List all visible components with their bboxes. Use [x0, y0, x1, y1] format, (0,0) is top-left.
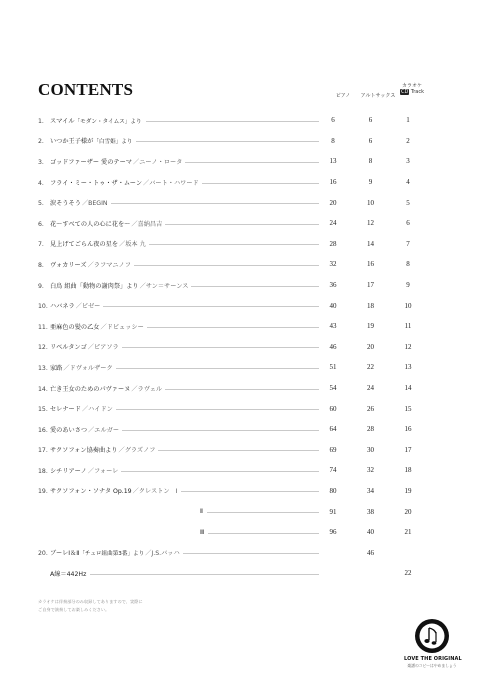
row-number: 2. [38, 138, 44, 146]
cd-track: 1 [406, 116, 410, 125]
row-title: いつか王子様が [50, 138, 94, 146]
sax-page: 32 [367, 466, 374, 475]
contents-row [38, 275, 418, 296]
piano-page: 64 [329, 425, 337, 434]
cd-track: 21 [404, 528, 412, 537]
row-composer: ／グラズノフ [118, 447, 156, 455]
row-label [38, 281, 188, 290]
piano-page: 13 [329, 157, 337, 166]
row-composer: ／坂本 九 [119, 241, 146, 249]
row-title: A線＝442Hz [50, 570, 87, 578]
cd-track: 8 [406, 260, 410, 269]
row-title: リベルタンゴ [50, 344, 87, 352]
row-number: 14. [38, 385, 48, 393]
row-number: 5. [38, 200, 44, 208]
row-label [38, 548, 180, 557]
piano-page: 51 [329, 363, 337, 372]
sax-page: 38 [367, 507, 374, 516]
dotted-leader [158, 450, 319, 451]
contents-row [38, 419, 418, 440]
dotted-leader [183, 553, 319, 554]
sax-page: 12 [367, 219, 374, 228]
row-composer: ／ハイドン [81, 406, 113, 414]
logo-text: LOVE THE ORIGINAL [404, 656, 462, 662]
row-number: 12. [38, 344, 48, 352]
row-number: 3. [38, 158, 44, 166]
cd-track: 11 [404, 322, 412, 331]
cd-track: 20 [404, 507, 412, 516]
cd-track: 9 [406, 281, 410, 290]
row-composer: ／ラフマニノフ [87, 261, 131, 269]
cd-track: 5 [406, 198, 410, 207]
piano-page: 54 [329, 384, 337, 393]
row-label [38, 425, 119, 434]
contents-list [38, 110, 418, 584]
row-values [323, 116, 418, 124]
dotted-leader [146, 121, 319, 122]
piano-page: 20 [329, 198, 337, 207]
row-composer: ／バート・ハワード [143, 179, 199, 187]
sax-page: 17 [367, 281, 374, 290]
row-title: 涙そうそう [50, 200, 81, 208]
dotted-leader [116, 368, 319, 369]
piano-page: 91 [329, 507, 337, 516]
row-title: 愛のあいさつ [50, 426, 88, 434]
row-title: 家路 [50, 364, 63, 372]
logo-subtext: 楽譜のコピーはやめましょう [407, 663, 457, 668]
row-number: 19. [38, 488, 48, 496]
row-values [323, 569, 418, 577]
row-title: Ⅱ [200, 508, 204, 516]
footnote-line: ご自身で演奏してお楽しみください。 [38, 607, 110, 612]
row-number: 1. [38, 117, 44, 125]
row-number: 9. [38, 282, 44, 290]
row-number: 8. [38, 261, 44, 269]
row-label [38, 445, 155, 454]
contents-row [38, 213, 418, 234]
piano-page: 28 [329, 239, 337, 248]
dotted-leader [122, 430, 319, 431]
row-label [38, 301, 100, 310]
contents-row [38, 110, 418, 131]
dotted-leader [111, 203, 319, 204]
sax-page: 19 [367, 322, 374, 331]
row-title: ハバネラ [50, 303, 75, 311]
row-values [323, 446, 418, 454]
row-label [38, 404, 113, 413]
row-title: 白鳥 組曲「動物の謝肉祭」より [50, 282, 139, 290]
piano-page: 43 [329, 322, 337, 331]
contents-row [38, 542, 418, 563]
sax-page: 46 [367, 548, 374, 557]
contents-row [38, 522, 418, 543]
row-values [323, 405, 418, 413]
row-number: 18. [38, 467, 48, 475]
row-values [323, 302, 418, 310]
row-values [323, 137, 418, 145]
row-title: ヴォカリーズ [50, 261, 87, 269]
row-values [323, 281, 418, 289]
cd-track [398, 549, 418, 557]
row-subtitle: 「チェロ組曲第3番」より [79, 551, 145, 558]
row-title: 見上げてごらん夜の星を [50, 241, 119, 249]
dotted-leader [90, 574, 319, 575]
piano-page: 24 [329, 219, 337, 228]
contents-row [38, 316, 418, 337]
row-number: 4. [38, 179, 44, 187]
dotted-leader [165, 224, 319, 225]
row-composer: ／ピアソラ [87, 344, 119, 352]
row-number: 16. [38, 426, 48, 434]
row-label [38, 260, 131, 269]
sax-page: 6 [368, 116, 373, 125]
column-header-piano: ピアノ [335, 93, 351, 99]
row-title: 亜麻色の髪の乙女 [50, 323, 100, 331]
row-composer: ／フォーレ [87, 467, 119, 475]
row-label [38, 322, 144, 331]
dotted-leader [165, 389, 319, 390]
row-values [323, 322, 418, 330]
piano-page: 46 [329, 342, 337, 351]
sax-page: 26 [367, 404, 374, 413]
row-label [38, 239, 146, 248]
contents-row [38, 378, 418, 399]
row-values [323, 260, 418, 268]
contents-row [38, 254, 418, 275]
row-values [323, 487, 418, 495]
row-composer: ／BEGIN [81, 200, 108, 208]
sax-page: 22 [367, 363, 374, 372]
music-note-logo-icon [414, 618, 450, 654]
cd-track: 15 [404, 404, 412, 413]
row-label [38, 136, 133, 145]
cd-track: 18 [404, 466, 412, 475]
piano-page: 32 [329, 260, 337, 269]
sax-page: 14 [367, 239, 374, 248]
piano-page [323, 549, 343, 557]
sax-page: 30 [367, 445, 374, 454]
row-composer: ／ドビュッシー [100, 323, 144, 331]
cd-track: 10 [404, 301, 412, 310]
row-values [323, 157, 418, 165]
row-composer: ／ラヴェル [131, 385, 163, 393]
sax-page: 24 [367, 384, 374, 393]
row-values [323, 384, 418, 392]
row-label [38, 384, 162, 393]
piano-page: 40 [329, 301, 337, 310]
row-values [323, 508, 418, 516]
cd-track: 12 [404, 342, 412, 351]
dotted-leader [136, 141, 319, 142]
dotted-leader [103, 306, 319, 307]
row-values [323, 219, 418, 227]
sax-page: 40 [367, 528, 374, 537]
row-label [188, 529, 205, 536]
row-label [38, 198, 108, 207]
row-title: Ⅲ [200, 528, 205, 536]
row-values [323, 528, 418, 536]
cd-track: 14 [404, 384, 412, 393]
column-header-sax: アルトサックス [360, 93, 396, 99]
row-number: 11. [38, 323, 48, 331]
row-title: フライ・ミー・トゥ・ザ・ムーン [50, 179, 143, 187]
contents-row [38, 192, 418, 213]
dotted-leader [185, 162, 319, 163]
row-values [323, 466, 418, 474]
cd-track: 13 [404, 363, 412, 372]
cd-track-label [392, 89, 432, 95]
row-composer: ／クレストン Ⅰ [132, 488, 178, 496]
row-values [323, 178, 418, 186]
cd-icon: CD [400, 89, 409, 95]
contents-row [38, 172, 418, 193]
row-values [323, 425, 418, 433]
row-number: 17. [38, 447, 48, 455]
contents-row [38, 460, 418, 481]
row-label [38, 342, 119, 351]
row-title: スマイル [50, 117, 75, 125]
dotted-leader [122, 347, 319, 348]
piano-page: 96 [329, 528, 337, 537]
contents-row [38, 440, 418, 461]
cd-track: 2 [406, 136, 410, 145]
sax-page: 8 [368, 157, 373, 166]
row-subtitle: 「モダン・タイムス」より [74, 118, 142, 125]
dotted-leader [191, 286, 319, 287]
piano-page: 16 [329, 178, 337, 187]
row-title: 花～すべての人の心に花を～ [50, 220, 131, 228]
cd-track: 16 [404, 425, 412, 434]
row-composer: ／サン＝サーンス [139, 282, 189, 290]
contents-row [38, 295, 418, 316]
page-title: CONTENTS [38, 80, 134, 99]
row-label [38, 219, 162, 228]
piano-page [323, 569, 343, 577]
contents-row [38, 398, 418, 419]
column-header-karaoke [392, 83, 432, 95]
piano-page: 36 [329, 281, 337, 290]
sax-page: 6 [368, 136, 373, 145]
piano-page: 60 [329, 404, 337, 413]
row-values [323, 549, 418, 557]
footnote [38, 598, 238, 614]
cd-track: 22 [404, 569, 412, 578]
row-composer: ／ドヴォルザーク [63, 364, 113, 372]
row-number: 6. [38, 220, 44, 228]
contents-row [38, 151, 418, 172]
sax-page: 20 [367, 342, 374, 351]
row-composer: ／ニーノ・ロータ [132, 158, 183, 166]
contents-row [38, 337, 418, 358]
cd-track: 19 [404, 486, 412, 495]
contents-row [38, 563, 418, 584]
dotted-leader [207, 512, 319, 513]
love-the-original-logo [404, 618, 460, 669]
dotted-leader [121, 471, 319, 472]
cd-track: 4 [406, 178, 410, 187]
footnote-line: カラオケは伴奏部分のみ収録してありますので、実際に [38, 599, 143, 604]
cd-track: 6 [406, 219, 410, 228]
row-label [38, 363, 113, 372]
row-title: サクソフォン協奏曲より [50, 447, 118, 455]
row-title: セレナード [50, 406, 81, 414]
sax-page: 10 [367, 198, 374, 207]
row-label [38, 486, 178, 495]
contents-row [38, 501, 418, 522]
row-composer: ／ビゼー [75, 303, 101, 311]
sax-page: 18 [367, 301, 374, 310]
sax-page: 28 [367, 425, 374, 434]
sax-page: 34 [367, 486, 374, 495]
karaoke-label: カラオケ [402, 83, 422, 89]
row-label [38, 466, 118, 475]
row-number: 15. [38, 406, 48, 414]
row-title: ゴッドファーザー 愛のテーマ [50, 158, 132, 166]
row-title: 亡き王女のためのパヴァーヌ [50, 385, 131, 393]
cd-track: 3 [406, 157, 410, 166]
row-number: 13. [38, 364, 48, 372]
piano-page: 8 [331, 136, 335, 145]
row-label [38, 178, 199, 187]
track-label: Track [410, 89, 425, 95]
dotted-leader [202, 183, 319, 184]
sax-page: 9 [368, 178, 373, 187]
row-label [188, 508, 204, 515]
sax-page: 16 [367, 260, 374, 269]
row-number: 20. [38, 550, 48, 558]
row-number: 7. [38, 241, 44, 249]
dotted-leader [181, 491, 319, 492]
piano-page: 69 [329, 445, 337, 454]
contents-row [38, 481, 418, 502]
dotted-leader [116, 409, 319, 410]
row-subtitle: 「白雪姫」より [93, 139, 133, 146]
row-composer: ／J.S.バッハ [145, 550, 180, 558]
piano-page: 74 [329, 466, 337, 475]
row-composer: ／エルガー [88, 426, 120, 434]
row-number: 10. [38, 303, 48, 311]
contents-row [38, 357, 418, 378]
row-values [323, 240, 418, 248]
piano-page: 80 [329, 486, 337, 495]
sax-page [361, 569, 381, 577]
row-title: サクソフォン・ソナタ Op.19 [50, 488, 132, 496]
row-label [38, 157, 182, 166]
cd-track: 7 [406, 239, 410, 248]
row-values [323, 343, 418, 351]
cd-track: 17 [404, 445, 412, 454]
row-values [323, 363, 418, 371]
dotted-leader [149, 244, 319, 245]
piano-page: 6 [331, 116, 335, 125]
dotted-leader [208, 533, 319, 534]
row-composer: ／喜納昌吉 [131, 220, 163, 228]
row-title: ブーレⅠ＆Ⅱ [50, 550, 80, 558]
contents-row [38, 131, 418, 152]
dotted-leader [134, 265, 319, 266]
row-title: シチリアーノ [50, 467, 87, 475]
row-label [38, 116, 143, 125]
row-label [38, 569, 87, 578]
row-values [323, 199, 418, 207]
contents-row [38, 234, 418, 255]
dotted-leader [147, 327, 319, 328]
